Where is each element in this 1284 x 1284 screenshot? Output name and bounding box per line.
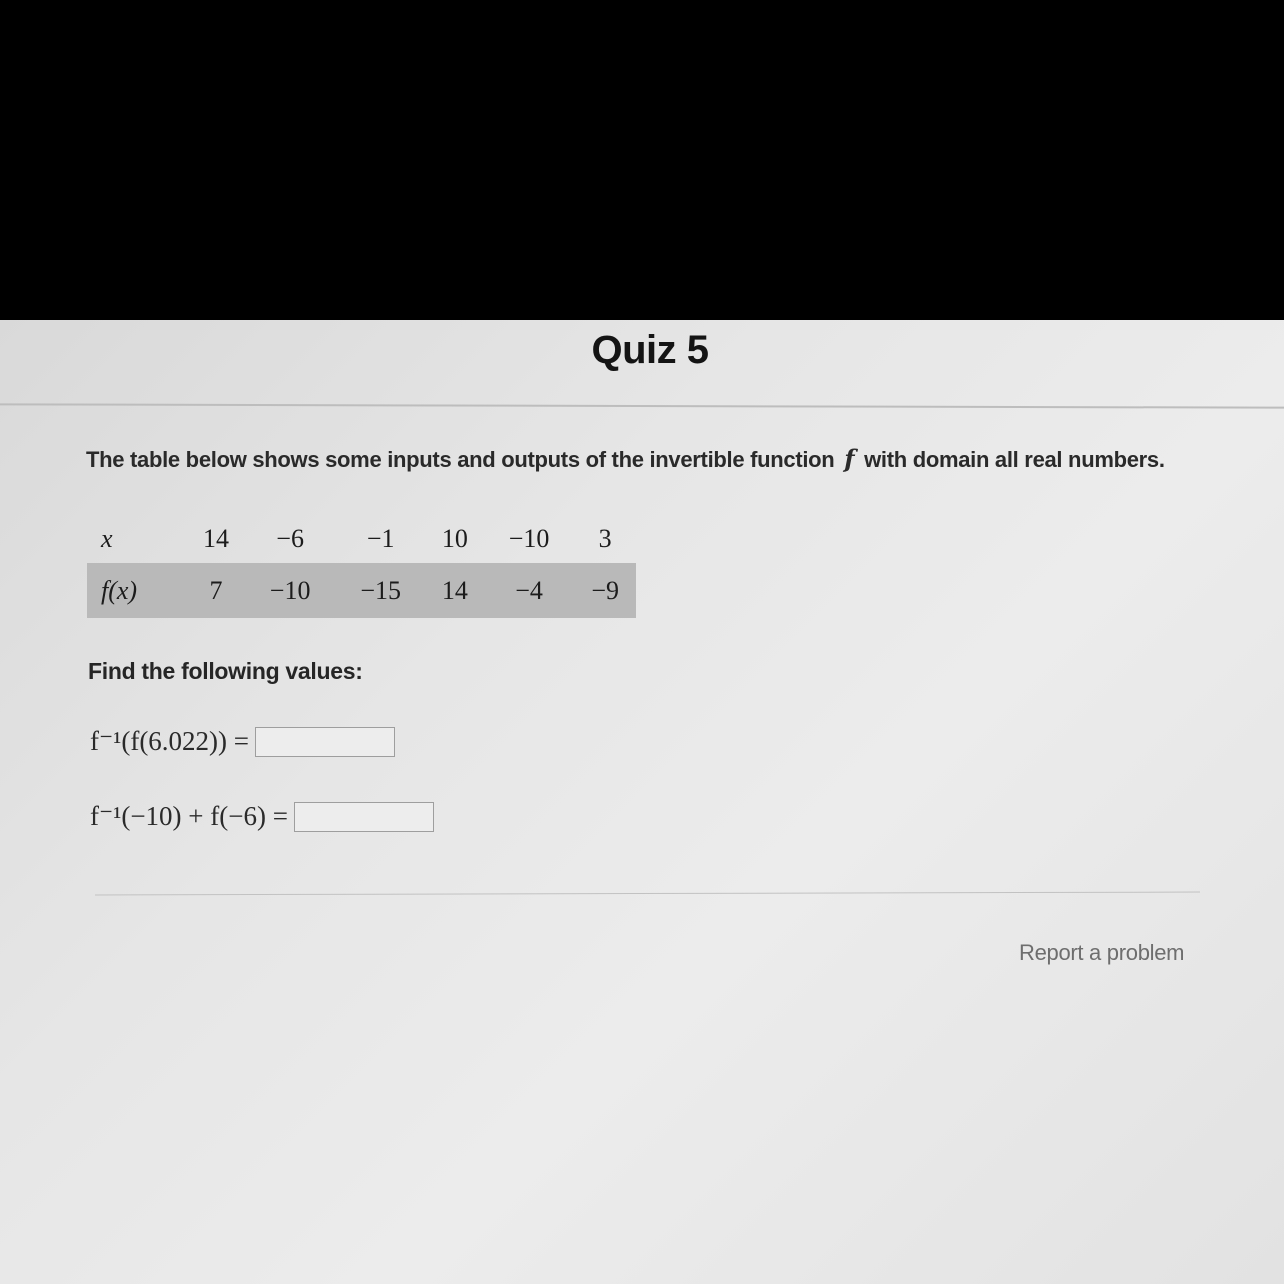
function-symbol: f <box>844 444 855 473</box>
page-title: Quiz 5 <box>591 328 709 372</box>
x-value-4: 10 <box>441 524 468 553</box>
report-problem-link[interactable]: Report a problem <box>1019 940 1185 965</box>
equation-2-expression: f⁻¹(−10) + f(−6) = <box>90 801 288 831</box>
fx-value-4: 14 <box>426 563 484 618</box>
row-x-label: x <box>101 524 113 553</box>
fx-value-2: −10 <box>245 563 336 618</box>
fx-value-6: −9 <box>574 563 636 618</box>
footer-divider <box>95 892 1200 896</box>
x-value-1: 14 <box>202 524 229 553</box>
x-value-2: −6 <box>276 524 304 553</box>
intro-text-after: with domain all real numbers. <box>864 447 1165 472</box>
x-value-5: −10 <box>508 524 550 553</box>
intro-text-before: The table below shows some inputs and outputs of the invertible function <box>86 447 835 472</box>
question-intro <box>86 444 1165 473</box>
answer-input-1[interactable] <box>255 727 395 757</box>
fx-value-1: 7 <box>187 563 245 618</box>
function-table <box>87 515 636 618</box>
equation-2 <box>90 801 434 832</box>
fx-value-3: −15 <box>335 563 426 618</box>
header-divider <box>0 403 1284 408</box>
quiz-screen <box>0 320 1284 1284</box>
fx-value-5: −4 <box>484 563 575 618</box>
equation-1-expression: f⁻¹(f(6.022)) = <box>90 726 250 756</box>
x-value-3: −1 <box>366 524 395 553</box>
equation-1 <box>90 726 395 757</box>
table-row-fx <box>87 563 636 618</box>
table-row-x <box>87 515 636 563</box>
row-fx-label: f(x) <box>87 563 187 618</box>
answer-input-2[interactable] <box>294 802 434 832</box>
find-values-label: Find the following values: <box>88 658 363 684</box>
x-value-6: 3 <box>598 524 612 553</box>
